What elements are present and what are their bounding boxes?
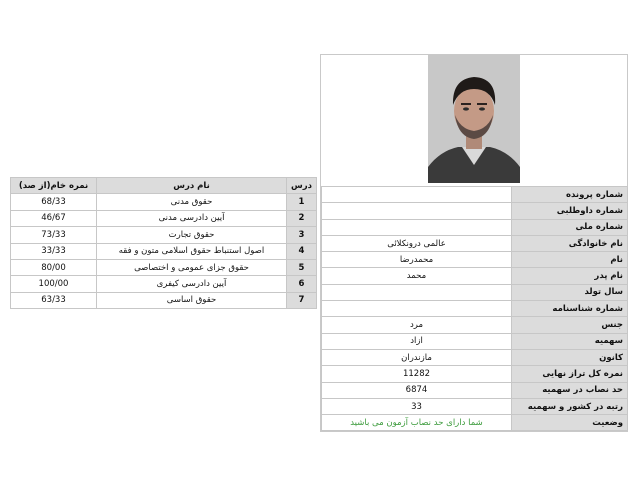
table-row (11, 210, 317, 226)
grades-table (10, 177, 317, 309)
info-row-gender (322, 317, 628, 333)
value-birth-year (322, 284, 512, 300)
course-index: 2 (287, 210, 317, 226)
label-final-total-score: نمره کل تراز نهایی (512, 366, 628, 382)
course-index: 6 (287, 276, 317, 292)
info-row-father-name (322, 268, 628, 284)
value-first-name: محمدرضا (322, 252, 512, 268)
value-gender: مرد (322, 317, 512, 333)
course-score: 63/33 (11, 292, 97, 308)
course-name: حقوق تجارت (97, 227, 287, 243)
profile-info-table (321, 186, 628, 431)
info-row-quota-threshold (322, 382, 628, 398)
table-row (11, 292, 317, 308)
table-row (11, 276, 317, 292)
course-score: 68/33 (11, 194, 97, 210)
label-quota-threshold: حد نصاب در سهمیه (512, 382, 628, 398)
info-row-last-name (322, 235, 628, 251)
profile-photo (428, 55, 520, 183)
label-national-rank: رتبه در کشور و سهمیه (512, 398, 628, 414)
label-birth-year: سال تولد (512, 284, 628, 300)
course-score: 46/67 (11, 210, 97, 226)
info-row-final-total-score (322, 366, 628, 382)
info-row-bar-association (322, 349, 628, 365)
value-file-number (322, 187, 512, 203)
label-gender: جنس (512, 317, 628, 333)
label-first-name: نام (512, 252, 628, 268)
value-status: شما دارای حد نصاب آزمون می باشید (322, 415, 512, 431)
value-candidate-number (322, 203, 512, 219)
label-bar-association: کانون (512, 349, 628, 365)
label-national-id: شماره ملی (512, 219, 628, 235)
info-row-status (322, 415, 628, 431)
profile-card (320, 54, 628, 432)
header-index: درس (287, 178, 317, 194)
header-raw-score: نمره خام(از صد) (11, 178, 97, 194)
label-father-name: نام پدر (512, 268, 628, 284)
course-index: 1 (287, 194, 317, 210)
course-name: آیین دادرسی مدنی (97, 210, 287, 226)
label-quota: سهمیه (512, 333, 628, 349)
value-final-total-score: 11282 (322, 366, 512, 382)
course-name: اصول استنباط حقوق اسلامی متون و فقه (97, 243, 287, 259)
value-national-rank: 33 (322, 398, 512, 414)
info-row-quota (322, 333, 628, 349)
table-row (11, 243, 317, 259)
label-id-card-number: شماره شناسنامه (512, 301, 628, 317)
value-father-name: محمد (322, 268, 512, 284)
info-row-first-name (322, 252, 628, 268)
table-row (11, 259, 317, 275)
course-name: حقوق مدنی (97, 194, 287, 210)
info-row-file-number (322, 187, 628, 203)
value-quota: ازاد (322, 333, 512, 349)
label-candidate-number: شماره داوطلبی (512, 203, 628, 219)
course-name: حقوق اساسی (97, 292, 287, 308)
course-score: 100/00 (11, 276, 97, 292)
course-score: 33/33 (11, 243, 97, 259)
info-row-national-id (322, 219, 628, 235)
header-course-name: نام درس (97, 178, 287, 194)
course-score: 80/00 (11, 259, 97, 275)
value-id-card-number (322, 301, 512, 317)
label-status: وضعیت (512, 415, 628, 431)
info-row-birth-year (322, 284, 628, 300)
course-name: آیین دادرسی کیفری (97, 276, 287, 292)
person-photo-icon (428, 55, 520, 183)
course-name: حقوق جزای عمومی و اختصاصی (97, 259, 287, 275)
info-row-candidate-number (322, 203, 628, 219)
table-row (11, 227, 317, 243)
grades-header-row (11, 178, 317, 194)
value-last-name: عالمی درونکلائی (322, 235, 512, 251)
course-index: 7 (287, 292, 317, 308)
course-index: 3 (287, 227, 317, 243)
table-row (11, 194, 317, 210)
course-index: 5 (287, 259, 317, 275)
course-index: 4 (287, 243, 317, 259)
info-row-id-card-number (322, 301, 628, 317)
info-row-national-rank (322, 398, 628, 414)
value-quota-threshold: 6874 (322, 382, 512, 398)
course-score: 73/33 (11, 227, 97, 243)
label-file-number: شماره پرونده (512, 187, 628, 203)
label-last-name: نام خانوادگی (512, 235, 628, 251)
value-national-id (322, 219, 512, 235)
value-bar-association: مازندران (322, 349, 512, 365)
